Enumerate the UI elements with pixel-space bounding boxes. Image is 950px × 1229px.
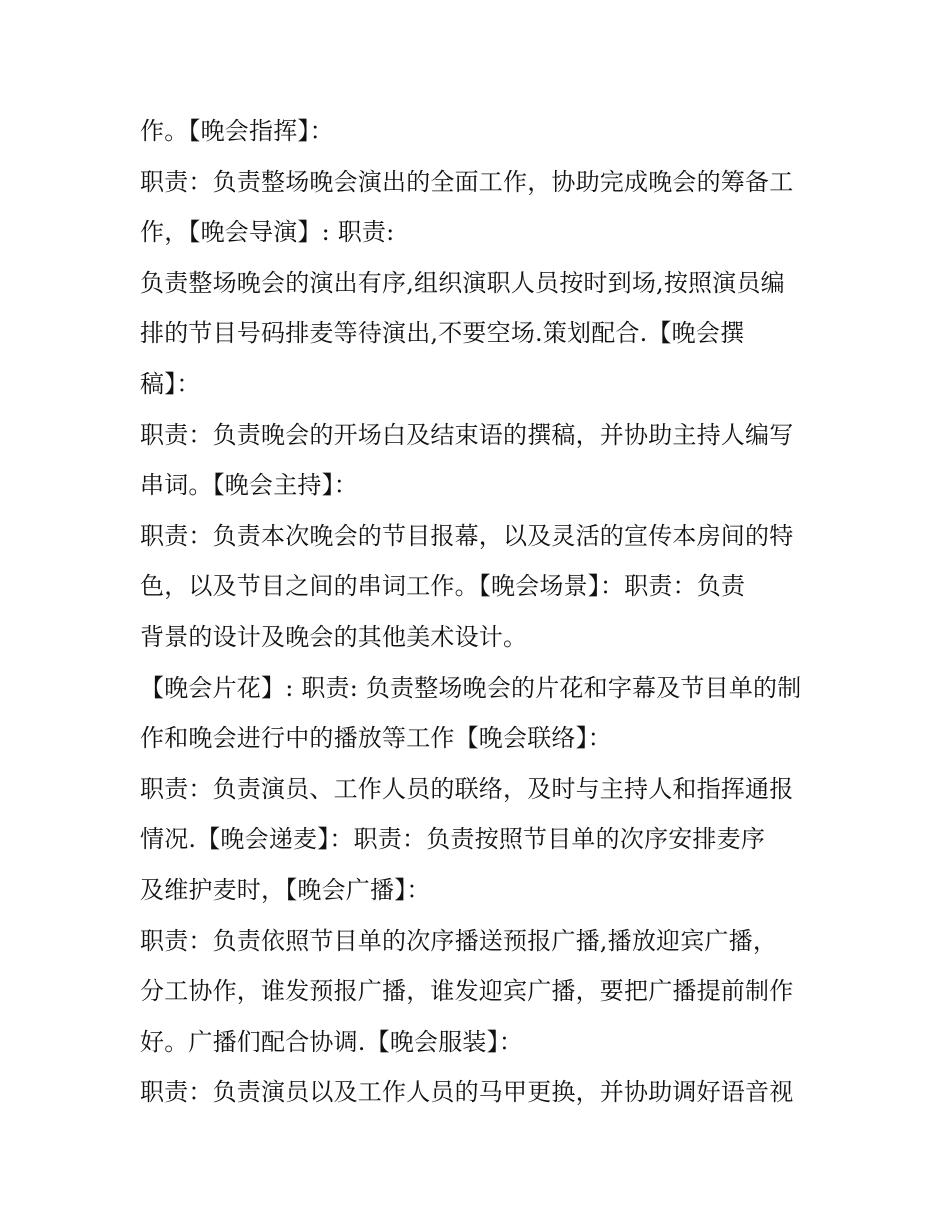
text-line-6: 稿】： — [140, 369, 201, 398]
text-line-17: 职责：负责依照节目单的次序播送预报广播,播放迎宾广播， — [140, 926, 778, 955]
text-line-13: 作和晚会进行中的播放等工作【晚会联络】： — [140, 724, 612, 753]
text-line-12: 【晚会片花】: 职责: 负责整场晚会的片花和字幕及节目单的制 — [140, 673, 802, 702]
text-line-7: 职责：负责晚会的开场白及结束语的撰稿，并协助主持人编写 — [140, 420, 794, 449]
text-line-9: 职责：负责本次晚会的节目报幕，以及灵活的宣传本房间的特 — [140, 521, 794, 550]
text-line-8: 串词。【晚会主持】： — [140, 471, 358, 500]
text-line-19: 好。广播们配合协调.【晚会服装】： — [140, 1027, 524, 1056]
text-line-10: 色，以及节目之间的串词工作。【晚会场景】：职责：负责 — [140, 572, 746, 601]
text-line-5: 排的节目号码排麦等待演出,不要空场.策划配合.【晚会撰 — [140, 319, 745, 348]
text-line-16: 及维护麦时，【晚会广播】： — [140, 875, 431, 904]
document-body — [140, 106, 820, 1118]
text-line-14: 职责：负责演员、工作人员的联络，及时与主持人和指挥通报 — [140, 774, 794, 803]
text-line-2: 职责：负责整场晚会演出的全面工作，协助完成晚会的筹备工 — [140, 167, 794, 196]
text-line-4: 负责整场晚会的演出有序,组织演职人员按时到场,按照演员编 — [140, 268, 785, 297]
text-line-1: 作。【晚会指挥】： — [140, 117, 334, 145]
text-line-18: 分工协作，谁发预报广播，谁发迎宾广播，要把广播提前制作 — [140, 977, 794, 1006]
text-line-3: 作，【晚会导演】: 职责: — [140, 218, 395, 247]
text-line-15: 情况.【晚会递麦】：职责：负责按照节目单的次序安排麦序 — [140, 825, 766, 854]
text-line-20: 职责：负责演员以及工作人员的马甲更换，并协助调好语音视 — [140, 1078, 794, 1107]
text-line-11: 背景的设计及晚会的其他美术设计。 — [140, 622, 528, 651]
